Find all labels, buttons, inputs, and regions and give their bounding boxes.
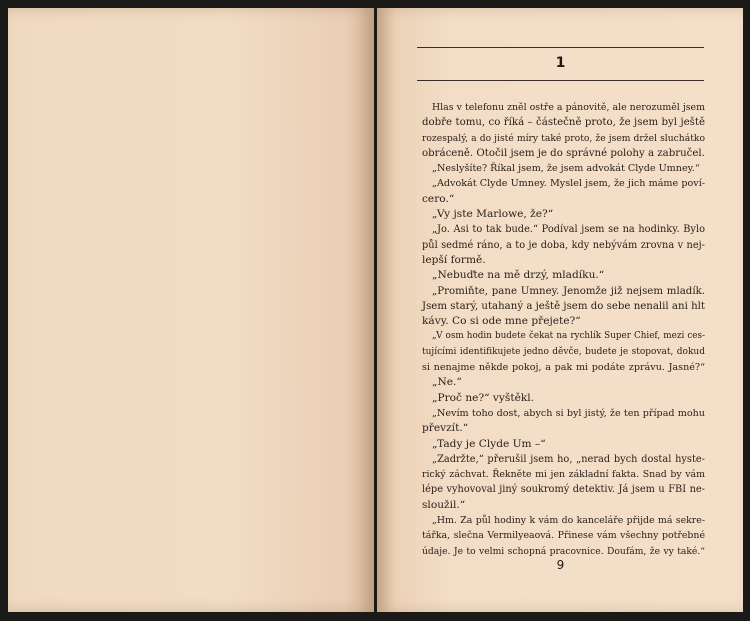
text-line: „Advokát Clyde Umney. Myslel jsem, že jich máme poví- — [432, 178, 705, 190]
text-line: půl sedmé ráno, a to je doba, kdy nebývám zrovna v nej- — [422, 239, 705, 251]
text-line: „Vy jste Marlowe, že?“ — [432, 208, 554, 221]
text-line: tářka, slečna Vermilyeaová. Přinese vám všechny potřebné — [422, 530, 705, 542]
text-line: údaje. Je to velmi schopná pracovnice. Doufám, že vy také.“ — [422, 545, 705, 557]
text-line: rický záchvat. Řekněte mi jen základní fakta. Snad by vám — [422, 469, 705, 481]
right-page — [377, 8, 743, 612]
text-line: lepší formě. — [422, 253, 486, 266]
text-line: „Nevím toho dost, abych si byl jistý, že ten případ mohu — [432, 407, 705, 419]
blank-left-page — [8, 8, 374, 612]
chapter-rule-top — [417, 47, 704, 48]
text-line: lépe vyhovoval jiný soukromý detektiv. Já jsem u FBI ne- — [422, 484, 705, 496]
text-line: „V osm hodin budete čekat na rychlík Super Chief, mezi ces- — [432, 331, 705, 342]
text-line: „Nebuďte na mě drzý, mladíku.“ — [432, 269, 605, 282]
text-line: „Ne.“ — [432, 376, 462, 389]
text-line: převzít.“ — [422, 422, 469, 435]
text-line: kávy. Co si ode mne přejete?“ — [422, 315, 581, 328]
body-text — [422, 100, 705, 559]
text-line: „Tady je Clyde Um –“ — [432, 437, 546, 450]
text-line: „Promiňte, pane Umney. Jenomže již nejsem mladík. — [432, 285, 705, 297]
text-line: „Neslyšíte? Říkal jsem, že jsem advokát Clyde Umney.“ — [432, 163, 700, 175]
book-spread — [6, 6, 744, 612]
text-line: „Proč ne?“ vyštěkl. — [432, 391, 535, 404]
text-line: cero.“ — [422, 192, 455, 205]
chapter-rule-bottom — [417, 80, 704, 81]
text-line: tujícími identifikujete jedno děvče, budete je stopovat, dokud — [422, 346, 705, 357]
text-line: „Zadržte,“ přerušil jsem ho, „nerad bych dostal hyste- — [432, 453, 705, 465]
chapter-number: 1 — [555, 55, 566, 71]
text-line: „Jo. Asi to tak bude.“ Podíval jsem se na hodinky. Bylo — [432, 224, 705, 236]
text-line: Jsem starý, utahaný a ještě jsem do sebe nenalil ani hlt — [422, 300, 705, 312]
text-line: si nenajme někde pokoj, a pak mi podáte zprávu. Jasné?“ — [422, 362, 705, 374]
page-number: 9 — [556, 558, 565, 572]
text-line: Hlas v telefonu zněl ostře a pánovitě, ale nerozuměl jsem — [432, 102, 705, 113]
text-line: „Hm. Za půl hodiny k vám do kanceláře přijde má sekre- — [432, 515, 705, 527]
text-line: sloužil.“ — [422, 498, 466, 511]
text-line: rozespalý, a do jisté míry také proto, že jsem držel sluchátko — [422, 132, 705, 144]
text-line: obráceně. Otočil jsem je do správné polohy a zabručel. — [422, 147, 705, 159]
text-line: dobře tomu, co říká – částečně proto, že jsem byl ještě — [422, 117, 705, 129]
